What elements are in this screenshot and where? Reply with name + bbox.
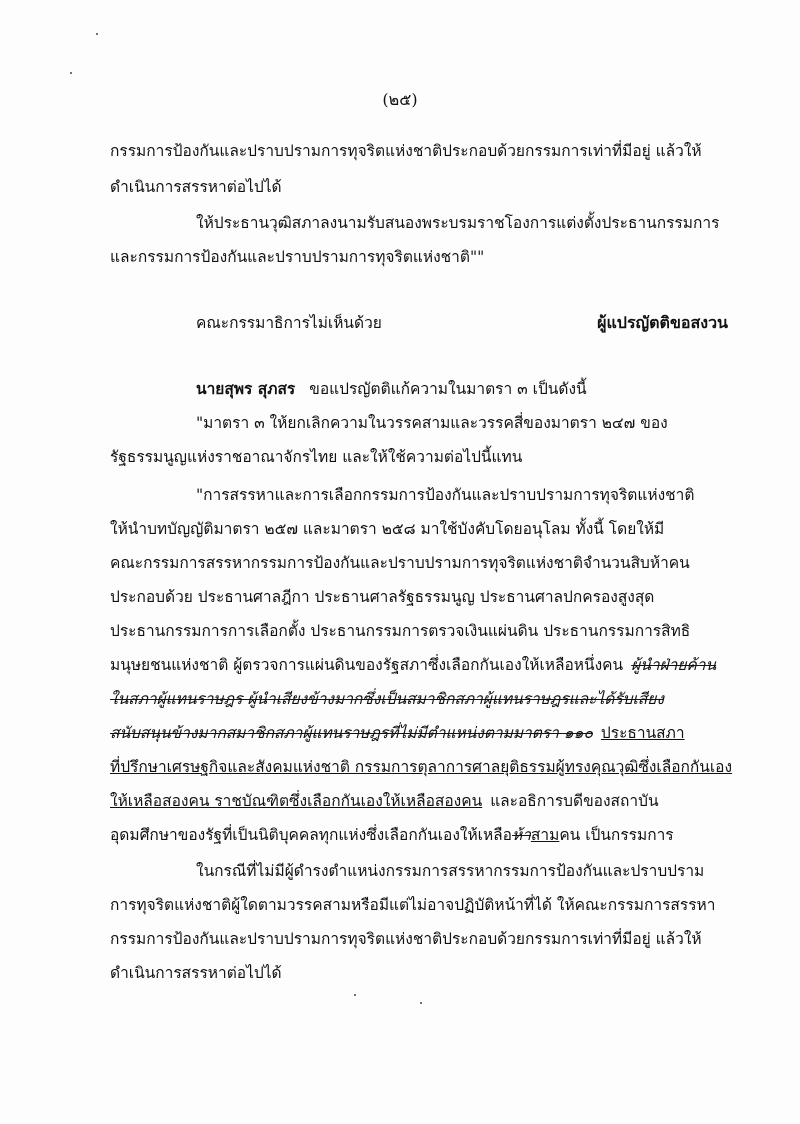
text-line: ดำเนินการสรรหาต่อไปได้ bbox=[110, 964, 282, 982]
text-line bbox=[110, 824, 674, 846]
struck-text: ผู้นำฝ่ายค้าน bbox=[631, 656, 717, 674]
plain-text: อุดมศึกษาของรัฐที่เป็นนิติบุคคลทุกแห่งซึ่งเลือกกันเองให้เหลือ bbox=[110, 826, 512, 844]
text-line: ประธานกรรมการการเลือกตั้ง ประธานกรรมการตรวจเงินแผ่นดิน ประธานกรรมการสิทธิ bbox=[110, 622, 691, 640]
inserted-text: ที่ปรึกษาเศรษฐกิจและสังคมแห่งชาติ กรรมการตุลาการศาลยุติธรรมผู้ทรงคุณวุฒิซึ่งเลือกกันเอง bbox=[110, 758, 733, 776]
struck-text: ห้า bbox=[512, 826, 531, 844]
reserving-amendment-label: ผู้แปรญัตติขอสงวน bbox=[597, 313, 728, 332]
text-line: คณะกรรมการสรรหากรรมการป้องกันและปราบปรามการทุจริตแห่งชาติจำนวนสิบห้าคน bbox=[110, 554, 690, 572]
text-line: ให้ประธานวุฒิสภาลงนามรับสนองพระบรมราชโองการแต่งตั้งประธานกรรมการ bbox=[196, 214, 720, 232]
amendment-intro-line bbox=[196, 378, 587, 400]
text-line: ในกรณีที่ไม่มีผู้ดำรงตำแหน่งกรรมการสรรหากรรมการป้องกันและปราบปราม bbox=[196, 862, 705, 880]
page-number: (๒๕) bbox=[382, 90, 418, 109]
inserted-text: ให้เหลือสองคน ราชบัณฑิตซึ่งเลือกกันเองให้เหลือสองคน bbox=[110, 792, 483, 810]
text-line bbox=[110, 722, 685, 744]
scan-speck bbox=[354, 994, 356, 996]
amendment-intro: ขอแปรญัตติแก้ความในมาตรา ๓ เป็นดังนี้ bbox=[309, 380, 587, 398]
text-line: ให้นำบทบัญญัติมาตรา ๒๕๗ และมาตรา ๒๕๘ มาใช้บังคับโดยอนุโลม ทั้งนี้ โดยให้มี bbox=[110, 520, 665, 538]
text-line: รัฐธรรมนูญแห่งราชอาณาจักรไทย และให้ใช้ความต่อไปนี้แทน bbox=[110, 448, 523, 466]
text-line bbox=[110, 688, 664, 710]
text-line: กรรมการป้องกันและปราบปรามการทุจริตแห่งชาติประกอบด้วยกรรมการเท่าที่มีอยู่ แล้วให้ bbox=[110, 930, 702, 948]
inserted-text: สาม bbox=[530, 826, 560, 844]
text-line: กรรมการป้องกันและปราบปรามการทุจริตแห่งชาติประกอบด้วยกรรมการเท่าที่มีอยู่ แล้วให้ bbox=[110, 142, 702, 160]
committee-note: คณะกรรมาธิการไม่เห็นด้วย bbox=[196, 314, 382, 332]
text-line: "มาตรา ๓ ให้ยกเลิกความในวรรคสามและวรรคสี่ของมาตรา ๒๔๗ ของ bbox=[196, 414, 668, 432]
text-line bbox=[110, 654, 716, 676]
struck-text: ในสภาผู้แทนราษฎร ผู้นำเสียงข้างมากซึ่งเป็นสมาชิกสภาผู้แทนราษฎรและได้รับเสียง bbox=[110, 690, 664, 708]
proposer-name: นายสุพร สุภสร bbox=[196, 379, 296, 398]
text-line bbox=[110, 756, 732, 778]
text-line: และกรรมการป้องกันและปราบปรามการทุจริตแห่งชาติ"" bbox=[110, 248, 485, 266]
text-line: "การสรรหาและการเลือกกรรมการป้องกันและปราบปรามการทุจริตแห่งชาติ bbox=[196, 486, 695, 504]
plain-text: และอธิการบดีของสถาบัน bbox=[490, 792, 659, 810]
scan-speck bbox=[96, 33, 98, 35]
inserted-text: ประธานสภา bbox=[600, 724, 685, 742]
text-line: ประกอบด้วย ประธานศาลฎีกา ประธานศาลรัฐธรรมนูญ ประธานศาลปกครองสูงสุด bbox=[110, 588, 655, 606]
plain-text: มนุษยชนแห่งชาติ ผู้ตรวจการแผ่นดินของรัฐสภาซึ่งเลือกกันเองให้เหลือหนึ่งคน bbox=[110, 656, 624, 674]
text-line: การทุจริตแห่งชาติผู้ใดตามวรรคสามหรือมีแต่ไม่อาจปฏิบัติหน้าที่ได้ ให้คณะกรรมการสรรหา bbox=[110, 896, 716, 914]
scan-speck bbox=[70, 72, 72, 74]
scan-speck bbox=[420, 1002, 422, 1004]
struck-text: สนับสนุนข้างมากสมาชิกสภาผู้แทนราษฎรที่ไม่มีตำแหน่งตามมาตรา ๑๑๐ bbox=[110, 724, 593, 742]
plain-text: คน เป็นกรรมการ bbox=[559, 826, 674, 844]
text-line bbox=[110, 790, 659, 812]
text-line: ดำเนินการสรรหาต่อไปได้ bbox=[110, 178, 282, 196]
